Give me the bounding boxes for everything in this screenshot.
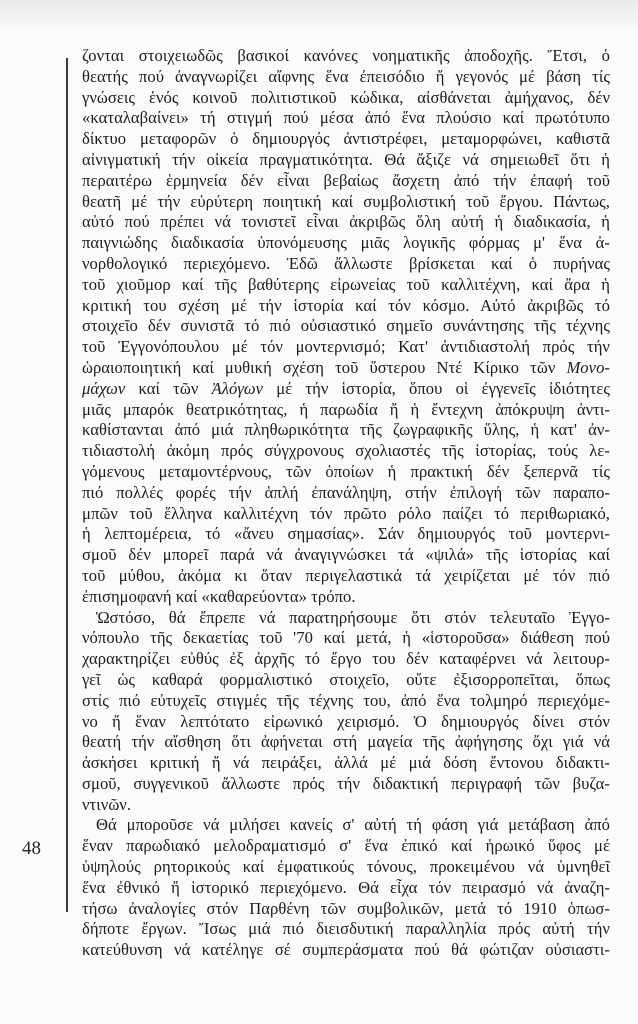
margin-rule [66,58,68,912]
text-line: θεατή τήν αἴσθηση ὅτι ἀφήνεται στή μαγεία τῆς ἀφήγησης ὄχι γιά νά [82,732,610,752]
italic-title: μάχων [82,378,126,398]
text-line: αὐτό πού πρέπει νά τονιστεῖ εἶναι ἀκριβῶς ὅλη αὐτή ἡ διαδικασία, ἡ [82,212,610,232]
text-line: παιγνιώδης διαδικασία ὑπονόμευσης μιᾶς λογικῆς φόρμας μ' ἕνα ἀ- [82,233,610,253]
text-line: τιδιαστολή ἀκόμη πρός σύγχρονους σχολιαστές τῆς ἱστορίας, τούς λε- [82,441,610,461]
italic-title: Ἀλόγων [211,378,264,398]
text-line: αἰνιγματική τήν οἰκεία πραγματικότητα. Θά ἄξιζε νά σημειωθεῖ ὅτι ἡ [82,149,610,169]
text-line: δίκτυο μεταφορῶν ὁ δημιουργός ἀντιστρέφει, μεταμορφώνει, καθιστᾶ [82,129,610,149]
text-line: πιό πολλές φορές τήν ἁπλή ἐπανάληψη, στήν ἐπιλογή τῶν παραπο- [82,482,610,502]
text-line: γνώσεις ἑνός κοινοῦ πολιτιστικοῦ κώδικα, αἰσθάνεται ἀμήχανος, δέν [82,87,610,107]
text-line: ἀσκήσει κριτική ἤ νά πειράξει, ἀλλά μέ μιά δόση ἔντονου διδακτι- [82,753,610,773]
text-line-mixed [82,358,610,379]
text-line: τοῦ Ἐγγονόπουλου μέ τόν μοντερνισμό; Κατ' ἀντιδιαστολή πρός τήν [82,337,610,357]
scan-top-shadow [0,0,638,30]
text-line: τοῦ μύθου, ἀκόμα κι ὅταν περιγελαστικά τά χειρίζεται μέ τόν πιό [82,565,610,585]
text-line: θεατής πού ἀναγνωρίζει αἴφνης ἕνα ἐπεισόδιο ἤ γεγονός μέ βάση τίς [82,66,610,86]
text-line: περαιτέρω ἑρμηνεία δέν εἶναι βεβαίως ἄσχετη ἀπό τήν ἐπαφή τοῦ [82,170,610,190]
paragraph-1 [82,46,610,608]
text-line: «καταλαβαίνει» τή στιγμή πού μέσα ἀπό ἕνα πλούσιο καί πρωτότυπο [82,108,610,128]
text-line: μιᾶς μπαρόκ θεατρικότητας, ἡ παρωδία ἤ ἡ ἔντεχνη ἀπόκρυψη ἀντι- [82,399,610,419]
text-line: ἕνα ἐθνικό ἤ ἱστορικό περιεχόμενο. Θά εἶχα τόν πειρασμό νά ἀναζη- [82,877,610,897]
text-line: μπῶν τοῦ ἕλληνα καλλιτέχνη τόν πρῶτο ρόλο παίζει τό περιθωριακό, [82,503,610,523]
text-line: γόμενους μεταμοντέρνους, τῶν ὁποίων ἡ πρακτική δέν ξεπερνᾶ τίς [82,461,610,481]
text-segment: ὡραιοποιητική καί μυθική σχέση τοῦ ὕστερου Ντέ Κίρικο τῶν [82,357,567,377]
text-line-mixed [82,379,610,400]
text-line: σμοῦ, συγγενικοῦ ἄλλωστε πρός τήν διδακτική περιγραφή τῶν βυζα- [82,773,610,793]
text-line: τήσω ἀναλογίες στόν Παρθένη τῶν συμβολικῶν, μετά τό 1910 ὁπωσ- [82,898,610,918]
text-line: σμοῦ δέν μπορεῖ παρά νά ἀναγιγνώσκει τά «ψιλά» τῆς ἱστορίας καί [82,545,610,565]
text-line: δήποτε ἔργων. Ἴσως μιά πιό διεισδυτική παραλληλία πρός αὐτή τήν [82,919,610,939]
text-line: ἕναν παρωδιακό μελοδραματισμό σ' ἕνα ἐπικό καί ἡρωικό ὕφος μέ [82,836,610,856]
text-line: ντινῶν. [82,794,132,814]
text-line: Θά μποροῦσε νά μιλήσει κανείς σ' αὐτή τή φάση γιά μετάβαση ἀπό [96,815,610,835]
text-line: στίς πιό εὐτυχεῖς στιγμές τῆς τέχνης του, ἀπό ἕνα τολμηρό περιεχόμε- [82,690,610,710]
text-line: χαρακτηρίζει εὐθύς ἐξ ἀρχῆς τό ἔργο του δέν καταφέρνει νά λειτουρ- [82,649,610,669]
paragraph-2 [82,608,610,816]
text-line: ὑψηλούς ρητορικούς καί ἐμφατικούς τόνους, προκειμένου νά ὑμνηθεῖ [82,857,610,877]
text-line: νόπουλο τῆς δεκαετίας τοῦ '70 καί μετά, ἡ «ἱστοροῦσα» διάθεση πού [82,628,610,648]
text-segment: μέ τήν ἱστορία, ὅπου οἱ ἐγγενεῖς ἰδιότητες [263,378,610,398]
text-line: καθίστανται ἀπό μιά πληθωρικότητα τῆς ζωγραφικῆς ὕλης, ἡ κατ' ἀν- [82,420,610,440]
page-number: 48 [22,838,41,859]
text-line: νορθολογικό περιεχόμενο. Ἐδῶ ἄλλωστε βρίσκεται καί ὁ πυρήνας [82,253,610,273]
text-line: Ὡστόσο, θά ἔπρεπε νά παρατηρήσουμε ὅτι στόν τελευταῖο Ἐγγο- [96,607,610,627]
paragraph-3 [82,815,610,961]
text-line: θεατῆ μέ τήν εὐρύτερη ποιητική καί συμβολιστική τοῦ ἔργου. Πάντως, [82,191,610,211]
text-line: στοιχεῖο δέν συνιστᾶ τό πιό οὐσιαστικό σημεῖο συνάντησης τῆς τέχνης [82,316,610,336]
text-body [82,46,610,961]
text-line: κριτική του σχέση μέ τήν ἱστορία καί τόν κόσμο. Αὐτό ἀκριβῶς τό [82,295,610,315]
text-segment: καί τῶν [138,378,212,398]
text-line: ἡ λεπτομέρεια, τό «ἄνευ σημασίας». Σάν δημιουργός τοῦ μοντερνι- [82,524,610,544]
text-line: νο ἤ ἕναν λεπτότατο εἰρωνικό χειρισμό. Ὁ δημιουργός δίνει στόν [82,711,610,731]
text-line: τοῦ χιοῦμορ καί τῆς βαθύτερης εἰρωνείας τοῦ καλλιτέχνη, καί ἄρα ἡ [82,274,610,294]
text-line: ἐπισημοφανή καί «καθαρεύοντα» τρόπο. [82,586,356,606]
italic-title: Μονο- [566,357,610,377]
text-line: γεῖ ὡς καθαρά φορμαλιστικό στοιχεῖο, οὔτε ἐξισορροπεῖται, ὅπως [82,669,610,689]
text-line: ζονται στοιχειωδῶς βασικοί κανόνες νοηματικῆς ἀποδοχῆς. Ἔτσι, ὁ [82,46,610,65]
text-line: κατεύθυνση νά κατέληγε σέ συμπεράσματα πού θά φώτιζαν οὐσιαστι- [82,940,610,960]
